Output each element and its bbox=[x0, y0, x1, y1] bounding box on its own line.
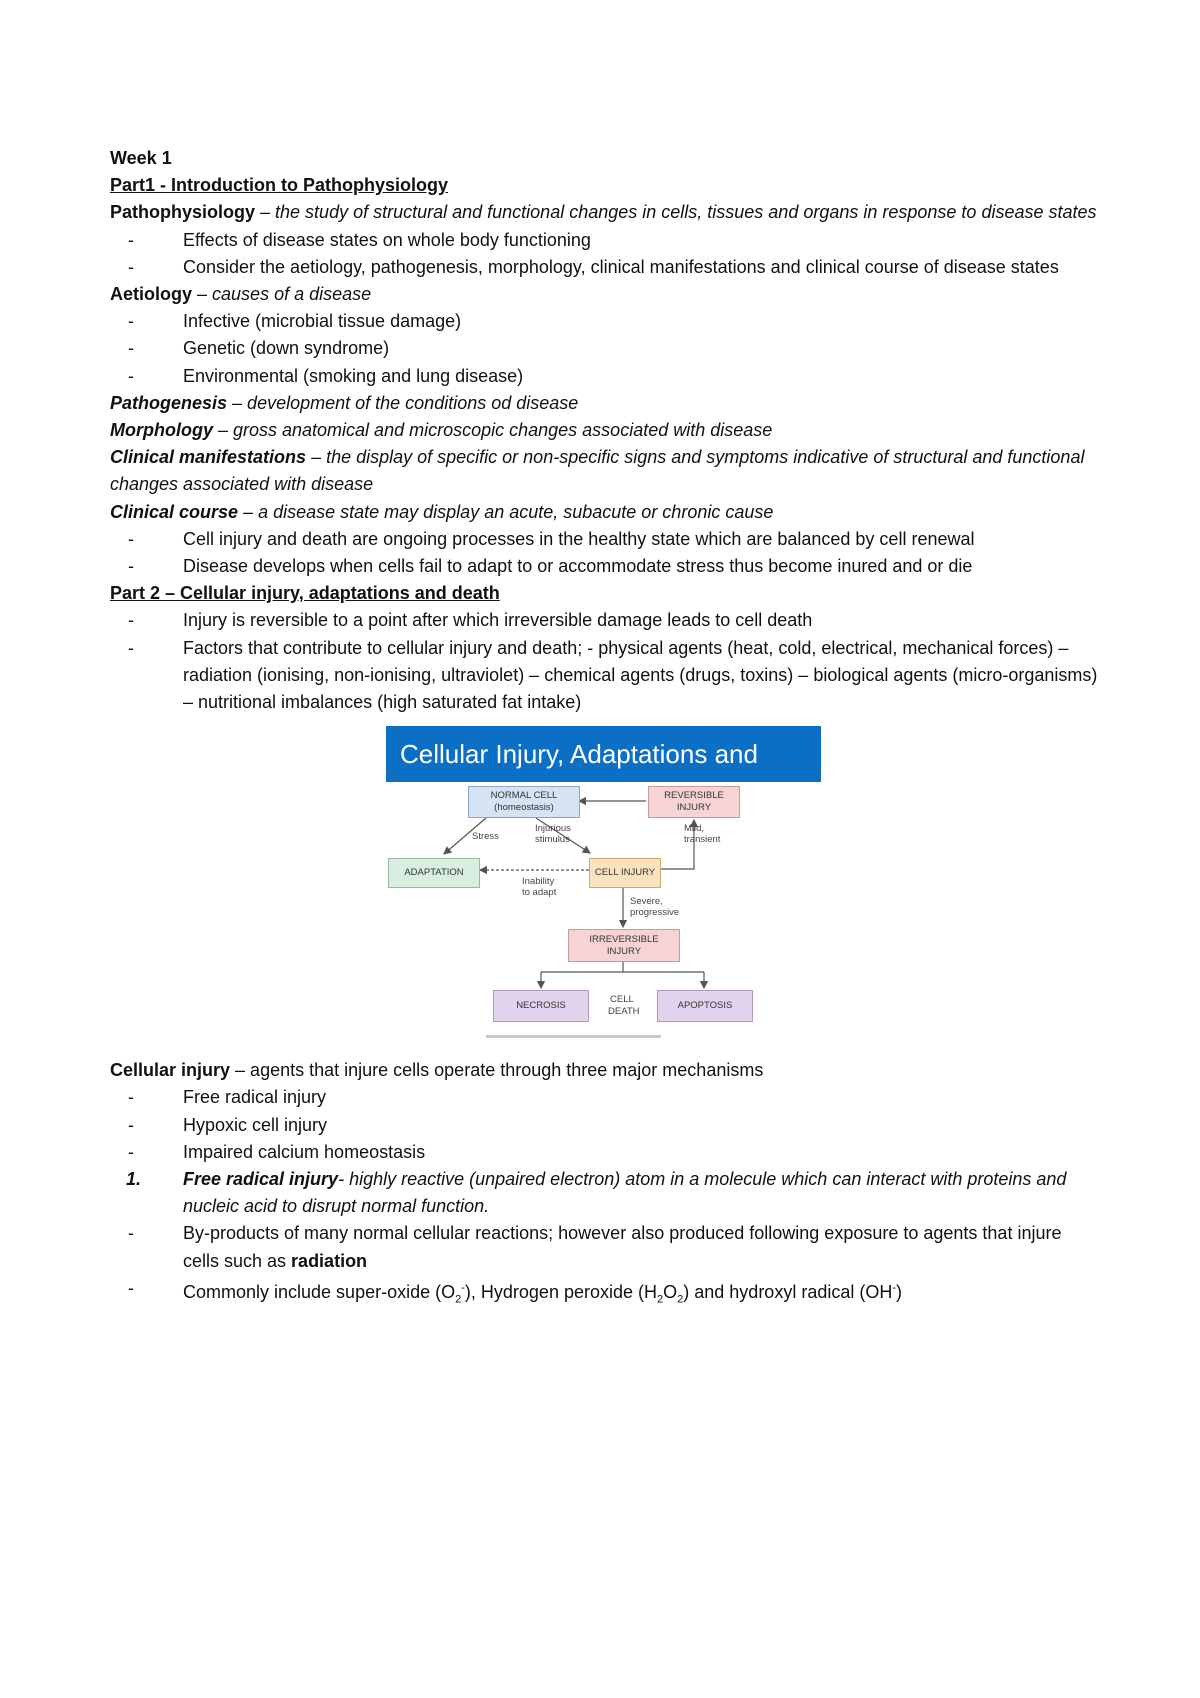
irreversible-label: IRREVERSIBLE bbox=[589, 933, 659, 945]
list-item-bold: radiation bbox=[291, 1250, 368, 1271]
term: Clinical course bbox=[110, 501, 239, 522]
reversible-injury-box bbox=[648, 786, 740, 818]
definition: causes of a disease bbox=[212, 284, 372, 305]
list-item bbox=[110, 553, 1100, 580]
numbered-item-free-radical bbox=[110, 1166, 1100, 1220]
list-item-text: Genetic (down syndrome) bbox=[183, 338, 390, 359]
dash-marker: - bbox=[128, 1277, 134, 1298]
list-item bbox=[110, 1112, 1100, 1139]
cell-injury-label: CELL INJURY bbox=[594, 867, 656, 879]
mild-label-1: Mild, bbox=[684, 823, 705, 835]
list-item-text: Effects of disease states on whole body functioning bbox=[183, 229, 591, 250]
list-item-text: Cell injury and death are ongoing processes in the healthy state which are balanced by cell renewal bbox=[183, 528, 975, 549]
list-item-text: Hypoxic cell injury bbox=[183, 1114, 328, 1135]
number-marker: 1. bbox=[126, 1169, 142, 1190]
dash-marker: - bbox=[128, 311, 134, 332]
list-item-text: Consider the aetiology, pathogenesis, morphology, clinical manifestations and clinical course of disease states bbox=[183, 256, 1059, 277]
term: Pathogenesis bbox=[110, 392, 228, 413]
list-item bbox=[110, 1220, 1100, 1274]
term: Cellular injury bbox=[110, 1060, 231, 1081]
oh-superscript: - bbox=[892, 1281, 897, 1294]
o-subscript: 2 bbox=[677, 1293, 684, 1306]
apoptosis-label: APOPTOSIS bbox=[677, 1000, 733, 1012]
definition: – development of the conditions od disease bbox=[227, 392, 579, 413]
term: Clinical manifestations bbox=[110, 447, 307, 468]
term: Aetiology bbox=[110, 284, 193, 305]
pathogenesis-definition bbox=[110, 390, 1100, 417]
list-item-text: Injury is reversible to a point after which irreversible damage leads to cell death bbox=[183, 610, 813, 631]
pathophysiology-definition bbox=[110, 199, 1100, 226]
list-item bbox=[110, 254, 1100, 281]
dash-marker: - bbox=[128, 1223, 134, 1244]
dash-marker: - bbox=[128, 338, 134, 359]
list-item bbox=[110, 227, 1100, 254]
definition: the study of structural and functional changes in cells, tissues and organs in response to disease states bbox=[275, 202, 1097, 223]
term: Free radical injury bbox=[183, 1169, 339, 1190]
figure-credit-line bbox=[486, 1035, 661, 1038]
list-item bbox=[110, 308, 1100, 335]
list-item-text: Factors that contribute to cellular injury and death; - physical agents (heat, cold, electrical, mechanical forces) – radiation (ionising, non-ionising, ultraviolet) – chemical agents (drugs, toxins) – biological agents (micro-organisms) – nutritional imbalances (high saturated fat intake) bbox=[183, 637, 1098, 713]
definition: – a disease state may display an acute, subacute or chronic cause bbox=[238, 501, 774, 522]
severe-label-1: Severe, bbox=[630, 896, 663, 908]
definition: – the display of specific or non-specific signs and symptoms indicative of structural and functional changes associated with disease bbox=[110, 447, 1085, 495]
definition: - highly reactive (unpaired electron) atom in a molecule which can interact with proteins and nucleic acid to disrupt normal function. bbox=[183, 1169, 1067, 1217]
list-item bbox=[110, 1084, 1100, 1111]
document-body bbox=[110, 145, 1100, 1314]
inability-label-1: Inability bbox=[522, 876, 555, 888]
list-item-text: Disease develops when cells fail to adapt to or accommodate stress thus become inured and or die bbox=[183, 556, 973, 577]
part1-heading: Part1 - Introduction to Pathophysiology bbox=[110, 175, 449, 196]
week-heading: Week 1 bbox=[110, 148, 172, 168]
necrosis-box bbox=[493, 990, 589, 1022]
part2-heading: Part 2 – Cellular injury, adaptations and death bbox=[110, 583, 500, 604]
list-item bbox=[110, 607, 1100, 634]
normal-cell-label: NORMAL CELL bbox=[490, 790, 558, 802]
dash-marker: - bbox=[128, 610, 134, 631]
list-item-text: Free radical injury bbox=[183, 1087, 327, 1108]
cell-injury-box bbox=[589, 858, 661, 888]
reversible-sublabel: INJURY bbox=[676, 802, 712, 814]
list-item bbox=[110, 1139, 1100, 1166]
dash-marker: - bbox=[128, 528, 134, 549]
list-item-text: Impaired calcium homeostasis bbox=[183, 1141, 426, 1162]
clinical-manifestations-definition bbox=[110, 444, 1100, 498]
term: Pathophysiology bbox=[110, 202, 256, 223]
normal-cell-sublabel: (homeostasis) bbox=[494, 802, 554, 814]
apoptosis-box bbox=[657, 990, 753, 1022]
cellular-injury-definition bbox=[110, 1057, 1100, 1084]
normal-cell-box bbox=[468, 786, 580, 818]
formula-middle2: ) and hydroxyl radical (OH bbox=[683, 1281, 893, 1302]
adaptation-label: ADAPTATION bbox=[404, 867, 464, 879]
list-item bbox=[110, 1275, 1100, 1314]
reversible-label: REVERSIBLE bbox=[664, 790, 724, 802]
cell-death-label-2: DEATH bbox=[608, 1006, 640, 1018]
list-item-text: By-products of many normal cellular reactions; however also produced following exposure to agents that injure cells such as bbox=[183, 1223, 1062, 1271]
dash-marker: - bbox=[128, 637, 134, 658]
definition: – gross anatomical and microscopic changes associated with disease bbox=[212, 420, 773, 441]
definition: – agents that injure cells operate through three major mechanisms bbox=[230, 1060, 764, 1081]
list-item bbox=[110, 635, 1100, 717]
dash-marker: - bbox=[128, 556, 134, 577]
injurious-label-1: Injurious bbox=[535, 823, 571, 835]
stress-label: Stress bbox=[472, 831, 499, 843]
o2-subscript: 2 bbox=[455, 1293, 462, 1306]
dash-marker: - bbox=[128, 1114, 134, 1135]
dash-marker: - bbox=[128, 229, 134, 250]
dash-marker: - bbox=[128, 1087, 134, 1108]
inability-label-2: to adapt bbox=[522, 887, 557, 899]
list-item-text: Infective (microbial tissue damage) bbox=[183, 311, 462, 332]
dash-marker: - bbox=[128, 365, 134, 386]
diagram-title: Cellular Injury, Adaptations and Death bbox=[386, 726, 821, 782]
adaptation-box bbox=[388, 858, 480, 888]
o2-superscript: - bbox=[461, 1281, 465, 1294]
cell-death-label-1: CELL bbox=[610, 994, 634, 1006]
formula-middle: ), Hydrogen peroxide (H bbox=[464, 1281, 657, 1302]
term: Morphology bbox=[110, 420, 213, 441]
formula-o: O bbox=[663, 1281, 678, 1302]
morphology-definition bbox=[110, 417, 1100, 444]
aetiology-definition bbox=[110, 281, 1100, 308]
dash-marker: - bbox=[128, 256, 134, 277]
list-item bbox=[110, 363, 1100, 390]
mild-label-2: transient bbox=[684, 834, 721, 846]
figure-container bbox=[110, 726, 1100, 1051]
dash-marker: - bbox=[128, 1141, 134, 1162]
list-item-text: Environmental (smoking and lung disease) bbox=[183, 365, 524, 386]
necrosis-label: NECROSIS bbox=[516, 1000, 566, 1012]
formula-prefix: Commonly include super-oxide (O bbox=[183, 1281, 456, 1302]
formula-suffix: ) bbox=[896, 1281, 903, 1302]
irreversible-injury-box bbox=[568, 929, 680, 962]
severe-label-2: progressive bbox=[630, 907, 680, 919]
cellular-injury-diagram bbox=[386, 726, 821, 1046]
h-subscript: 2 bbox=[657, 1293, 664, 1306]
list-item bbox=[110, 526, 1100, 553]
irreversible-sublabel: INJURY bbox=[606, 945, 642, 957]
clinical-course-definition bbox=[110, 499, 1100, 526]
dash: – bbox=[255, 202, 276, 223]
dash: – bbox=[192, 284, 213, 305]
list-item bbox=[110, 335, 1100, 362]
injurious-label-2: stimulus bbox=[535, 834, 570, 846]
